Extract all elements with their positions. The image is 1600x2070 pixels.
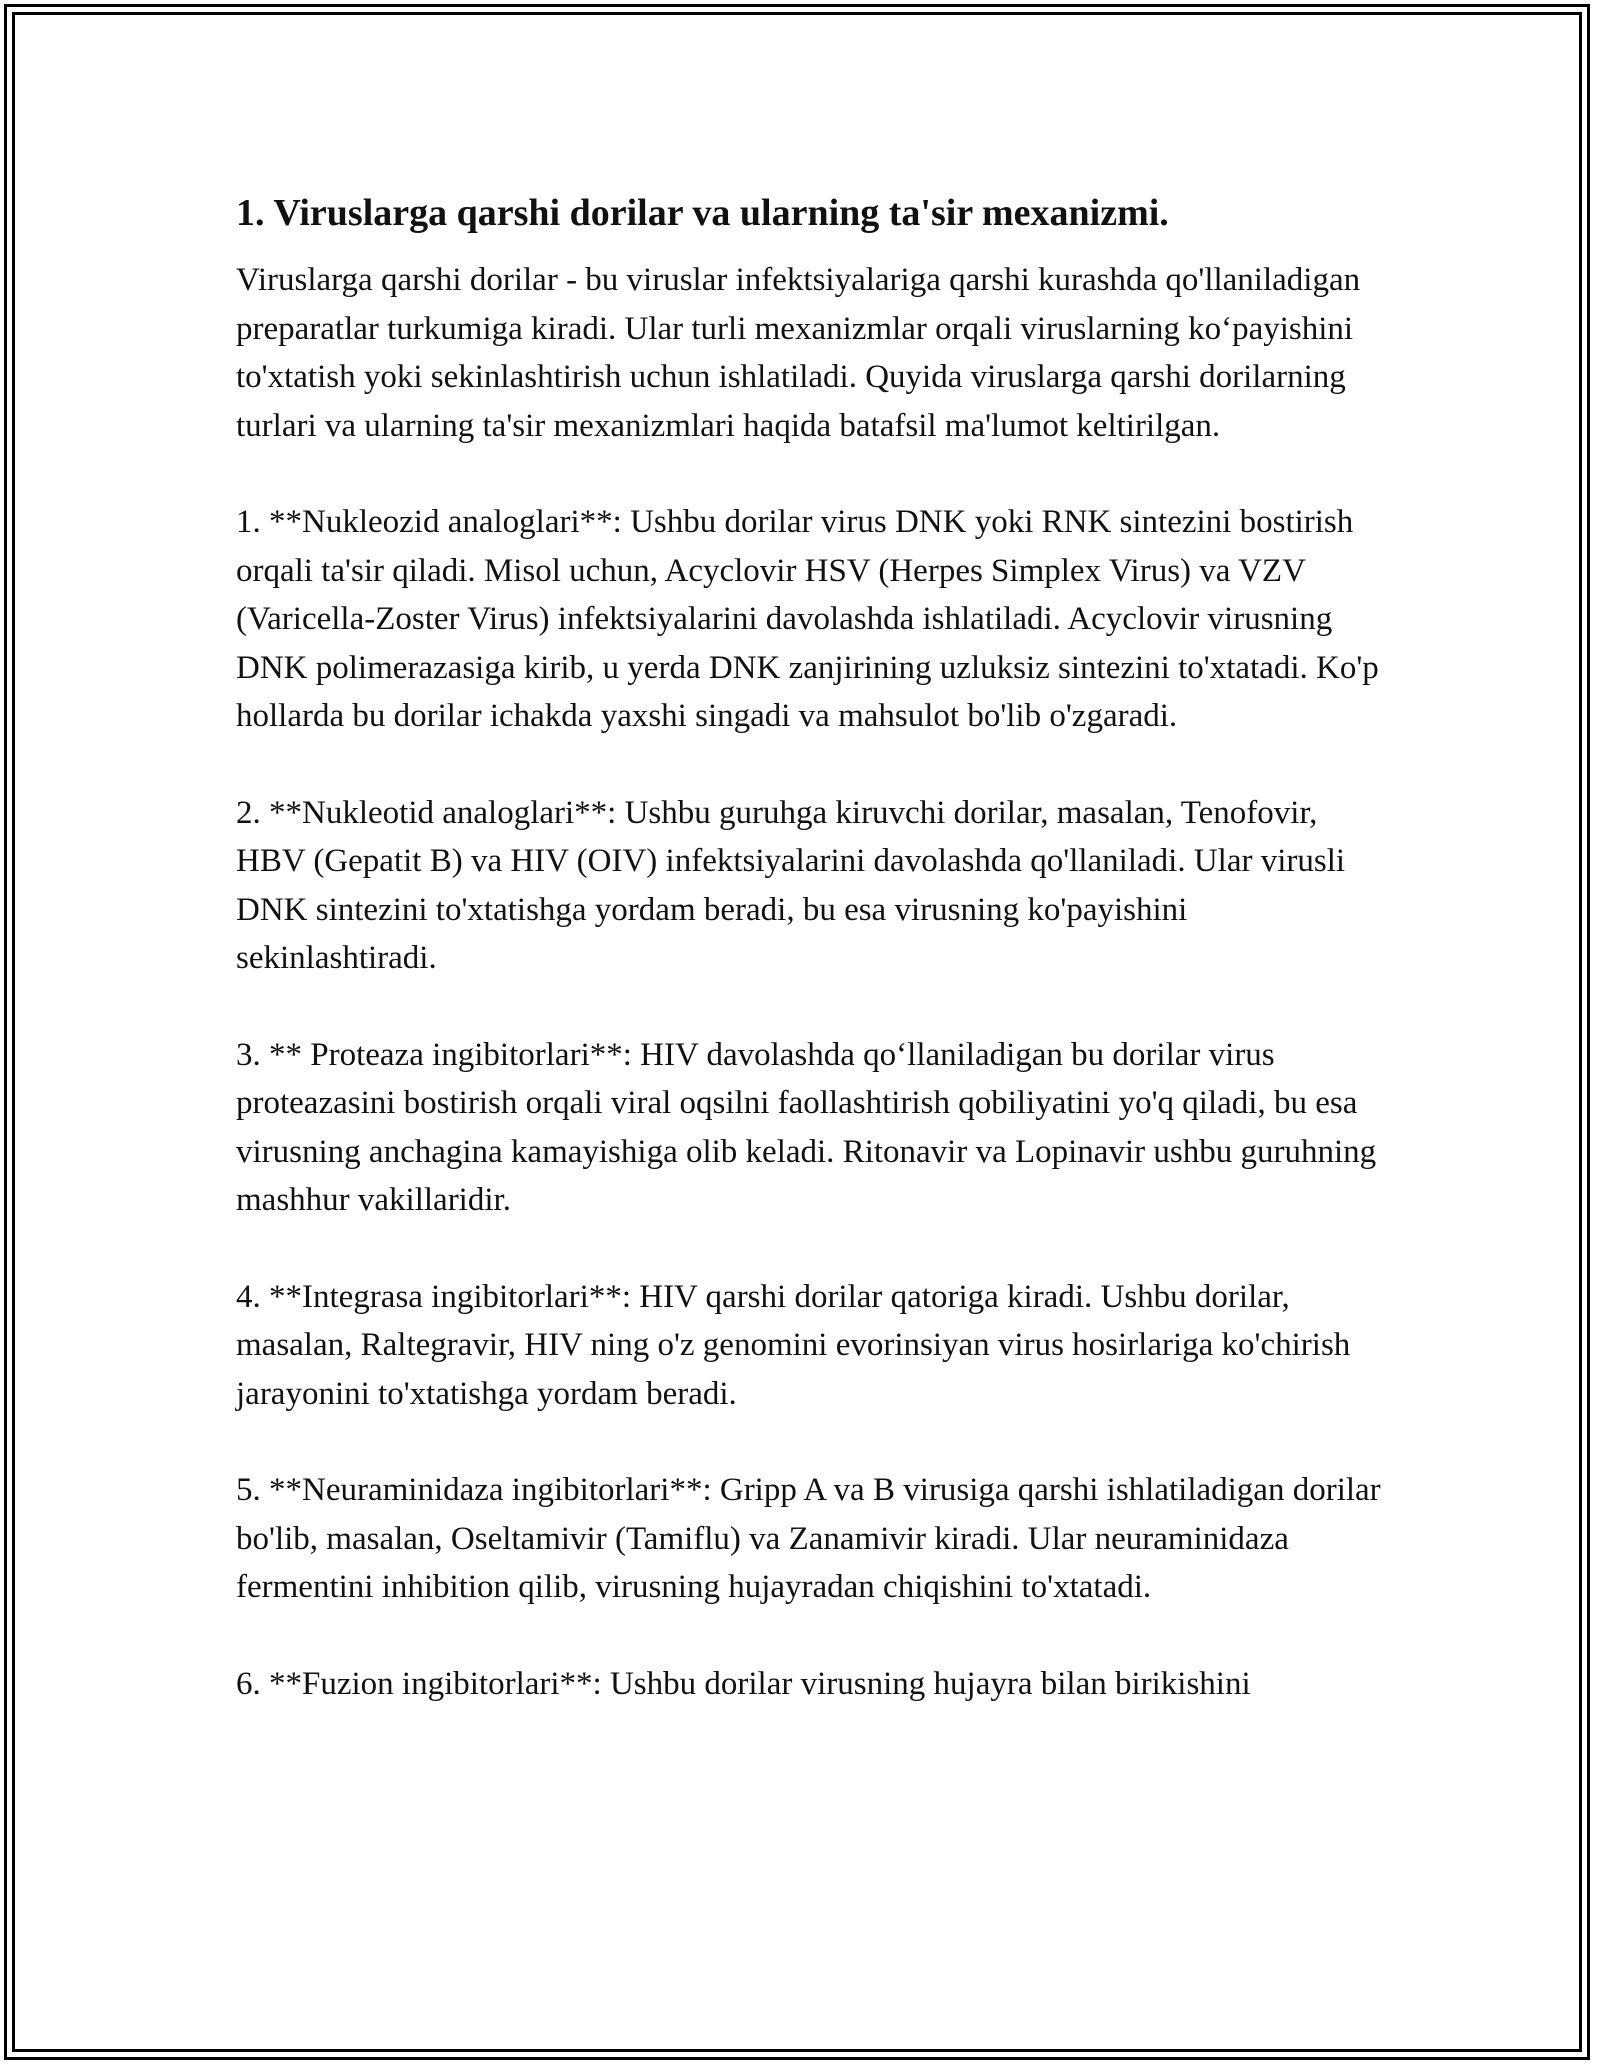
paragraph-nucleoside-analogs: 1. **Nukleozid analoglari**: Ushbu dorilar virus DNK yoki RNK sintezini bostirish orqali ta'sir qiladi. Misol uchun, Acyclovir HSV (Herpes Simplex Virus) va VZV (Varicella-Zoster Virus) infektsiyalarini davolashda ishlatiladi. Acyclovir virusning DNK polimerazasiga kirib, u yerda DNK zanjirining uzluksiz sintezini to'xtatadi. Ko'p hollarda bu dorilar ichakda yaxshi singadi va mahsulot bo'lib o'zgaradi.	[236, 504, 1379, 734]
document-body	[236, 186, 1386, 1708]
paragraph-protease-inhibitors: 3. ** Proteaza ingibitorlari**: HIV davolashda qo‘llaniladigan bu dorilar virus proteazasini bostirish orqali viral oqsilni faollashtirish qobiliyatini yo'q qiladi, bu esa virusning anchagina kamayishiga olib keladi. Ritonavir va Lopinavir ushbu guruhning mashhur vakillaridir.	[236, 1036, 1377, 1218]
paragraph-fusion-inhibitors: 6. **Fuzion ingibitorlari**: Ushbu dorilar virusning hujayra bilan birikishini	[236, 1665, 1251, 1702]
paragraph-integrase-inhibitors: 4. **Integrasa ingibitorlari**: HIV qarshi dorilar qatoriga kiradi. Ushbu dorilar, masalan, Raltegravir, HIV ning o'z genomini evorinsiyan virus hosirlariga ko'chirish jarayonini to'xtatishga yordam beradi.	[236, 1278, 1351, 1412]
paragraph-neuraminidase-inhibitors: 5. **Neuraminidaza ingibitorlari**: Gripp A va B virusiga qarshi ishlatiladigan dorilar bo'lib, masalan, Oseltamivir (Tamiflu) va Zanamivir kiradi. Ular neuraminidaza fermentini inhibition qilib, virusning hujayradan chiqishini to'xtatadi.	[236, 1472, 1381, 1605]
paragraph-nucleotide-analogs: 2. **Nukleotid analoglari**: Ushbu guruhga kiruvchi dorilar, masalan, Tenofovir, HBV (Gepatit B) va HIV (OIV) infektsiyalarini davolashda qo'llaniladi. Ular virusli DNK sintezini to'xtatishga yordam beradi, bu esa virusning ko'payishini sekinlashtiradi.	[236, 794, 1346, 976]
document-heading: 1. Viruslarga qarshi dorilar va ularning ta'sir mexanizmi.	[236, 192, 1169, 234]
intro-paragraph: Viruslarga qarshi dorilar - bu viruslar infektsiyalariga qarshi kurashda qo'llaniladigan preparatlar turkumiga kiradi. Ular turli mexanizmlar orqali viruslarning ko‘payishini to'xtatish yoki sekinlashtirish uchun ishlatiladi. Quyida viruslarga qarshi dorilarning turlari va ularning ta'sir mexanizmlari haqida batafsil ma'lumot keltirilgan.	[236, 262, 1361, 444]
